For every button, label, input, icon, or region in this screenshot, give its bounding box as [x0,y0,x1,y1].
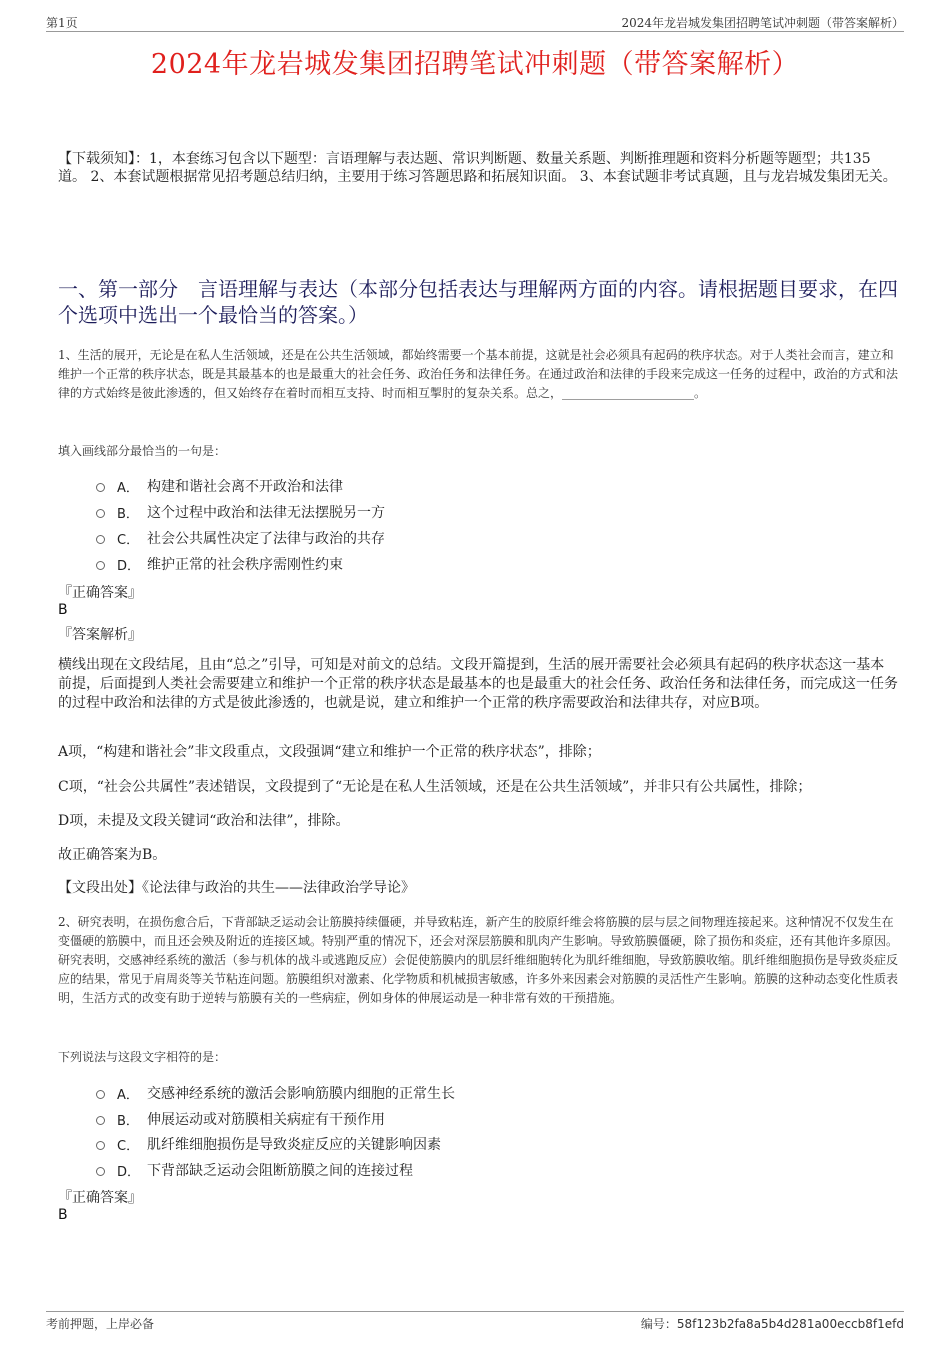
header-divider [46,31,904,32]
option-text: 构建和谐社会离不开政治和法律 [147,479,343,495]
footer-divider [46,1311,904,1312]
radio-icon[interactable] [96,535,105,544]
question-1-source: 【文段出处】《论法律与政治的共生——法律政治学导论》 [58,880,415,896]
radio-icon[interactable] [96,1167,105,1176]
option-text: 肌纤维细胞损伤是导致炎症反应的关键影响因素 [147,1137,441,1153]
header-doc-title: 2024年龙岩城发集团招聘笔试冲刺题（带答案解析） [621,16,904,30]
radio-icon[interactable] [96,1116,105,1125]
option-letter: C． [117,1138,140,1154]
radio-icon[interactable] [96,1141,105,1150]
option-letter: A． [117,480,139,496]
option-letter: D． [117,558,141,574]
option-letter: B． [117,506,139,522]
option-text: 社会公共属性决定了法律与政治的共存 [147,531,385,547]
analysis-paragraph: 故正确答案为B。 [58,847,167,863]
analysis-paragraph: C项，“社会公共属性”表述错误，文段提到了“无论是在私人生活领域，还是在公共生活领域”，并非只有公共属性，排除； [58,779,812,795]
option-letter: B． [117,1113,139,1129]
option-text: 维护正常的社会秩序需刚性约束 [147,557,343,573]
question-1-option-c[interactable] [96,528,385,548]
question-1-prompt: 填入画线部分最恰当的一句是： [58,444,227,458]
document-title: 2024年龙岩城发集团招聘笔试冲刺题（带答案解析） [150,49,800,80]
question-1-analysis-label: 『答案解析』 [58,627,142,643]
question-1-option-d[interactable] [96,554,343,574]
analysis-paragraph: 横线出现在文段结尾，且由“总之”引导，可知是对前文的总结。文段开篇提到，生活的展开需要社会必须具有起码的秩序状态这一基本前提，后面提到人类社会需要建立和维护一个正常的秩序状态是最基本的也是最重大的社会任务、政治任务和法律任务，而完成这一任务的过程中政治和法律的方式是彼此渗透的，也就是说，建立和维护一个正常的秩序需要政治和法律共存，对应B项。 [58,657,898,711]
question-1-answer: B [58,602,68,618]
question-1-text: 1、生活的展开，无论是在私人生活领域，还是在公共生活领域，都始终需要一个基本前提，这就是社会必须具有起码的秩序状态。对于人类社会而言，建立和维护一个正常的秩序状态，既是其最基本的也是最重大的社会任务、政治任务和法律任务。在通过政治和法律的手段来完成这一任务的过程中，政治的方式和法律的方式始终是彼此渗透的，但又始终存在着时而相互支持、时而相互掣肘的复杂关系。总之，______________________。 [58,348,899,400]
footer-slogan: 考前押题，上岸必备 [46,1317,155,1331]
option-text: 交感神经系统的激活会影响筋膜内细胞的正常生长 [147,1086,455,1102]
question-2-option-b[interactable] [96,1109,385,1129]
analysis-paragraph: D项，未提及文段关键词“政治和法律”，排除。 [58,813,350,829]
footer-code-label: 编号： [640,1317,677,1331]
footer-code-value: 58f123b2fa8a5b4d281a00eccb8f1efd [676,1317,904,1331]
footer-code [641,1315,904,1332]
option-text: 下背部缺乏运动会阻断筋膜之间的连接过程 [147,1163,413,1179]
question-2-option-a[interactable] [96,1083,455,1103]
question-1-answer-label: 『正确答案』 [58,585,142,601]
radio-icon[interactable] [96,1090,105,1099]
radio-icon[interactable] [96,561,105,570]
option-letter: D． [117,1164,141,1180]
radio-icon[interactable] [96,509,105,518]
download-notice: 【下载须知】：1，本套练习包含以下题型：言语理解与表达题、常识判断题、数量关系题、判断推理题和资料分析题等题型；共135道。 2、本套试题根据常见招考题总结归纳，主要用于练习答题思路和拓展知识面。 3、本套试题非考试真题，且与龙岩城发集团无关。 [58,151,897,185]
question-1-option-b[interactable] [96,502,385,522]
option-text: 这个过程中政治和法律无法摆脱另一方 [147,505,385,521]
option-letter: C． [117,532,140,548]
question-2-answer: B [58,1207,68,1223]
question-2-option-d[interactable] [96,1160,413,1180]
page-number: 第1页 [46,16,78,30]
question-1-option-a[interactable] [96,476,343,496]
option-letter: A． [117,1087,139,1103]
option-text: 伸展运动或对筋膜相关病症有干预作用 [147,1112,385,1128]
section-heading: 一、第一部分 言语理解与表达（本部分包括表达与理解两方面的内容。请根据题目要求，在四个选项中选出一个最恰当的答案。） [58,277,898,327]
question-2-text: 2、研究表明，在损伤愈合后，下背部缺乏运动会让筋膜持续僵硬，并导致粘连，新产生的胶原纤维会将筋膜的层与层之间物理连接起来。这种情况不仅发生在变僵硬的筋膜中，而且还会殃及附近的连接区域。特别严重的情况下，还会对深层筋膜和肌肉产生影响。导致筋膜僵硬，除了损伤和炎症，还有其他许多原因。研究表明，交感神经系统的激活（参与机体的战斗或逃跑反应）会促使筋膜内的肌层纤维细胞转化为肌纤维细胞，导致筋膜收缩。肌纤维细胞损伤是导致炎症反应的结果，常见于肩周炎等关节粘连问题。筋膜组织对激素、化学物质和机械损害敏感，许多外来因素会对筋膜的灵活性产生影响。筋膜的这种动态变化性质表明，生活方式的改变有助于逆转与筋膜有关的一些病症，例如身体的伸展运动是一种非常有效的干预措施。 [58,915,899,1005]
analysis-paragraph: A项，“构建和谐社会”非文段重点，文段强调“建立和维护一个正常的秩序状态”，排除； [58,744,601,760]
question-2-prompt: 下列说法与这段文字相符的是： [58,1050,227,1064]
question-2-option-c[interactable] [96,1134,441,1154]
question-2-answer-label: 『正确答案』 [58,1190,142,1206]
radio-icon[interactable] [96,483,105,492]
